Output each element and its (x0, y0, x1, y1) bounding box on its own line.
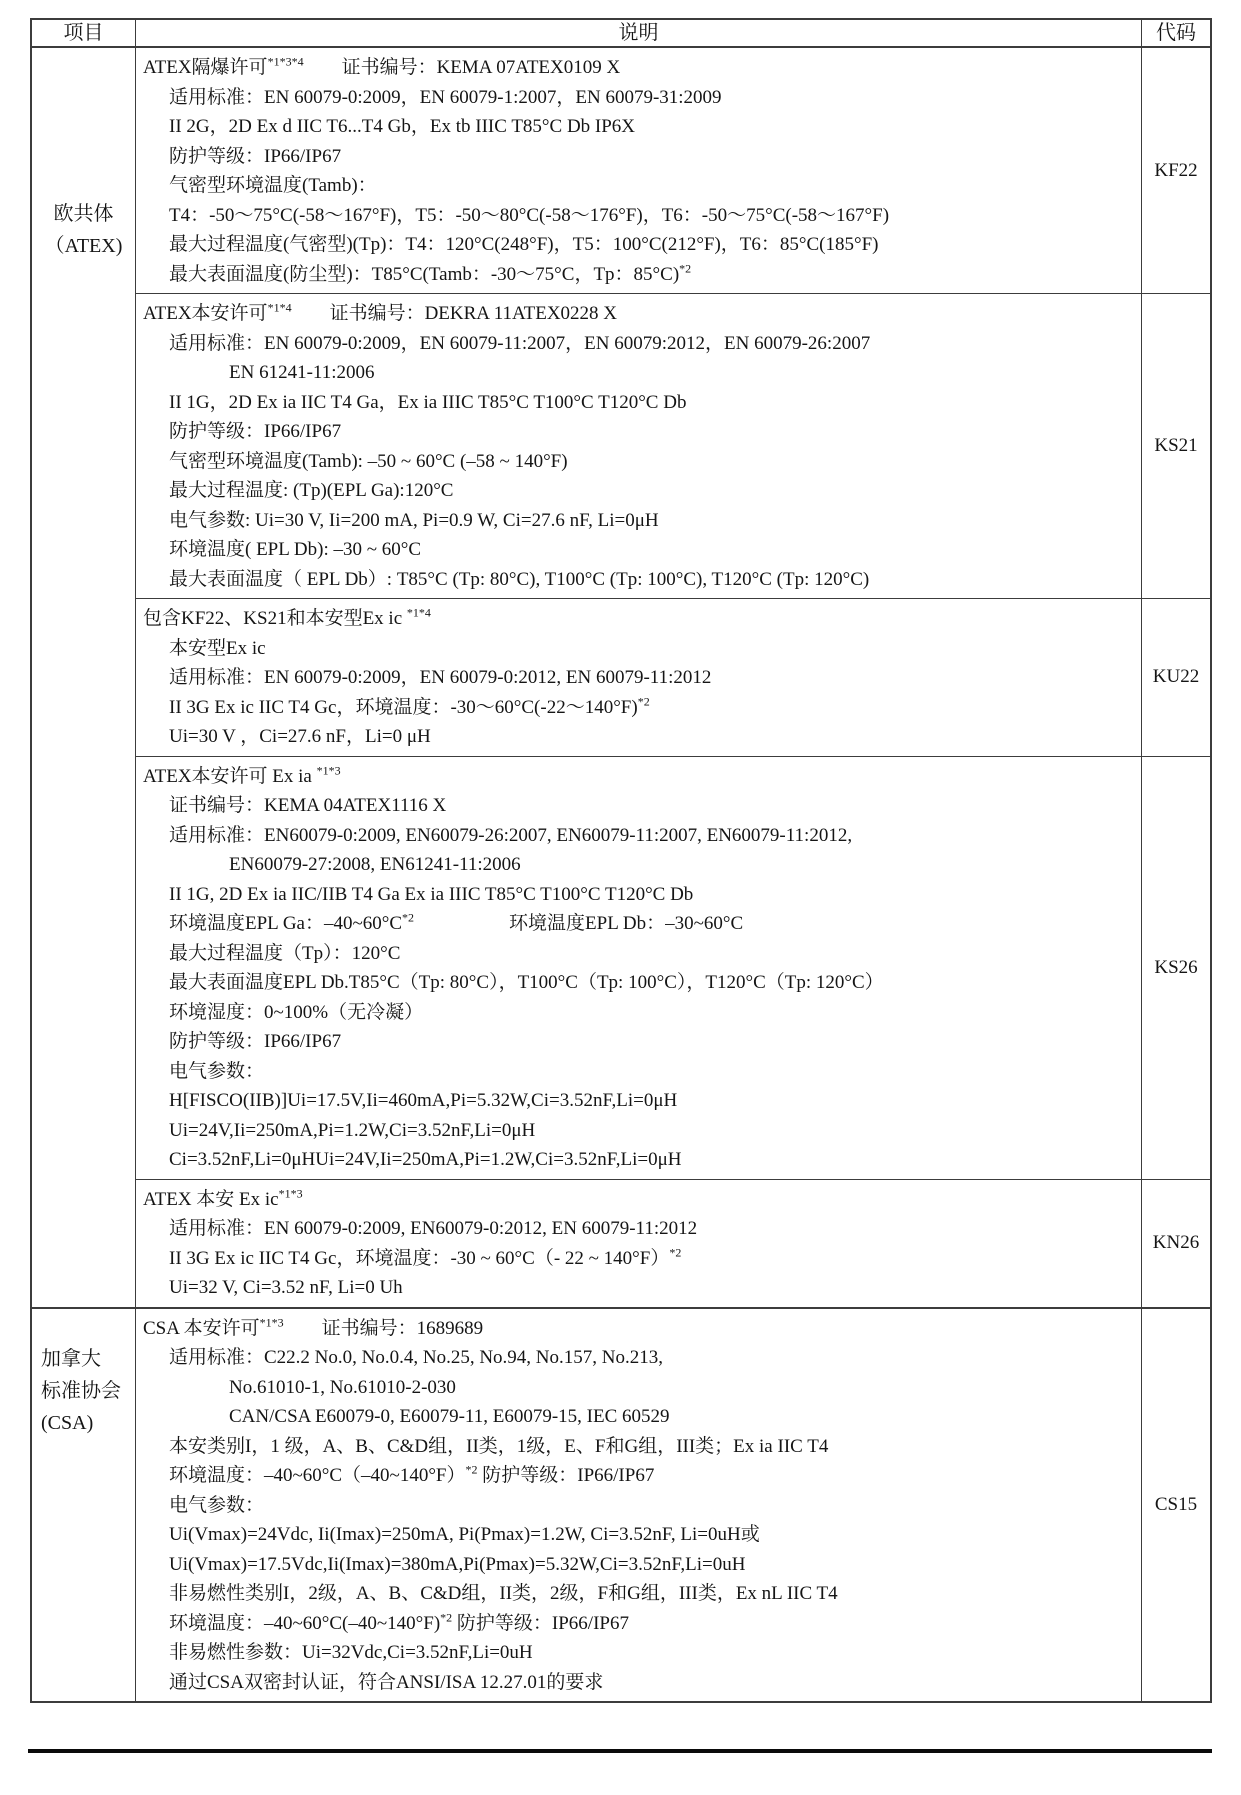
text-segment: 防护等级：IP66/IP67 (452, 1612, 629, 1634)
text-segment: EN 61241-11:2006 (229, 362, 375, 383)
description-line (229, 850, 1137, 880)
footnote-superscript: *2 (679, 261, 692, 276)
text-segment: 适用标准：EN60079-0:2009, EN60079-26:2007, EN60079-11:2007, EN60079-11:2012, (169, 824, 853, 846)
text-segment: 气密型环境温度(Tamb)： (169, 175, 377, 196)
description-line (169, 1638, 1137, 1668)
description-line (169, 1432, 1137, 1462)
text-segment: 最大表面温度EPL Db.T85°C（Tp: 80°C），T100°C（Tp: 100°C），T120°C（Tp: 120°C） (169, 972, 884, 993)
footnote-superscript: *1*3 (316, 763, 341, 778)
description-cell (136, 599, 1142, 756)
spec-row (136, 48, 1210, 293)
text-segment: 证书编号：KEMA 04ATEX1116 X (169, 795, 447, 816)
code-cell: KS26 (1154, 956, 1198, 978)
text-segment: ATEX 本安 Ex ic (143, 1188, 279, 1210)
description-line (169, 998, 1137, 1028)
header-row (32, 20, 1210, 48)
description-line (143, 604, 1137, 634)
description-line (229, 1373, 1137, 1403)
text-segment: 适用标准：EN 60079-0:2009, EN60079-0:2012, EN 60079-11:2012 (169, 1218, 698, 1239)
description-line (169, 1579, 1137, 1609)
text-segment: Ui=24V,Ii=250mA,Pi=1.2W,Ci=3.52nF,Li=0μH (169, 1119, 536, 1141)
description-line (169, 417, 1137, 447)
text-segment: ATEX本安许可 (143, 303, 268, 324)
text-segment: 最大表面温度（ EPL Db）: T85°C (Tp: 80°C), T100°C (Tp: 100°C), T120°C (Tp: 120°C) (169, 568, 870, 590)
description-line (169, 722, 1137, 752)
group-label-line: 欧共体 (53, 203, 114, 225)
group-label-line: （ATEX) (44, 235, 123, 257)
text-segment: 电气参数: Ui=30 V, Ii=200 mA, Pi=0.9 W, Ci=27.6 nF, Li=0μH (169, 509, 659, 531)
text-segment: 适用标准：EN 60079-0:2009，EN 60079-0:2012, EN 60079-11:2012 (169, 667, 712, 688)
description-line (169, 1057, 1137, 1087)
text-segment: 防护等级：IP66/IP67 (169, 1031, 342, 1052)
text-segment: 适用标准：EN 60079-0:2009，EN 60079-11:2007，EN 60079:2012，EN 60079-26:2007 (169, 332, 871, 354)
description-line (169, 230, 1137, 260)
footnote-superscript: *1*3 (278, 1186, 303, 1201)
description-cell (136, 757, 1142, 1179)
description-line (169, 663, 1137, 693)
description-line (169, 1086, 1137, 1116)
group-label-line: 加拿大 (41, 1347, 101, 1370)
text-segment: 本安型Ex ic (169, 637, 266, 659)
description-line (169, 171, 1137, 201)
description-line (169, 1668, 1137, 1698)
description-line (169, 1116, 1137, 1146)
text-segment: 证书编号：KEMA 07ATEX0109 X (303, 57, 621, 78)
description-line (169, 1609, 1137, 1639)
description-line (169, 1343, 1137, 1373)
text-segment: 环境温度：–40~60°C(–40~140°F) (169, 1612, 441, 1634)
description-line (169, 83, 1137, 113)
description-line (169, 1244, 1137, 1274)
description-line (169, 1145, 1137, 1175)
text-segment: ATEX隔爆许可 (143, 57, 268, 78)
description-line (169, 476, 1137, 506)
text-segment: 适用标准：EN 60079-0:2009，EN 60079-1:2007，EN 60079-31:2009 (169, 86, 722, 108)
description-line (169, 821, 1137, 851)
spec-row (136, 598, 1210, 756)
group-rows (136, 1309, 1210, 1702)
text-segment: II 3G Ex ic IIC T4 Gc，环境温度：-30～60°C(-22～140°F) (169, 696, 638, 718)
text-segment: CAN/CSA E60079-0, E60079-11, E60079-15, IEC 60529 (229, 1406, 670, 1427)
text-segment: 防护等级：IP66/IP67 (169, 145, 342, 167)
description-line (169, 506, 1137, 536)
footnote-superscript: *2 (440, 1610, 453, 1625)
description-line (169, 388, 1137, 418)
header-cell-item: 项目 (32, 20, 136, 46)
text-segment: Ui=30 V ，Ci=27.6 nF，Li=0 μH (169, 726, 431, 747)
description-line (169, 1520, 1137, 1550)
code-cell: KF22 (1154, 159, 1198, 181)
group-label-cell (32, 48, 136, 1307)
description-line (169, 939, 1137, 969)
description-line (169, 142, 1137, 172)
description-line (169, 329, 1137, 359)
header-cell-code: 代码 (1156, 22, 1196, 44)
footnote-superscript: *1*3 (259, 1315, 284, 1330)
description-line (143, 53, 1137, 83)
code-cell: KN26 (1152, 1232, 1200, 1253)
description-line (169, 1214, 1137, 1244)
text-segment: 非易燃性参数：Ui=32Vdc,Ci=3.52nF,Li=0uH (169, 1642, 533, 1663)
description-cell (136, 48, 1142, 293)
code-cell: KU22 (1152, 666, 1200, 688)
text-segment: 证书编号：DEKRA 11ATEX0228 X (291, 303, 618, 324)
spec-row (136, 293, 1210, 598)
description-cell (136, 1309, 1142, 1702)
footnote-superscript: *1*4 (406, 605, 431, 620)
text-segment: 防护等级：IP66/IP67 (169, 421, 342, 442)
description-line (169, 565, 1137, 595)
text-segment: 本安类别I，1 级，A、B、C&D组，II类，1级，E、F和G组，III类；Ex ia IIC T4 (169, 1435, 829, 1457)
header-cell-description: 说明 (136, 20, 1142, 46)
description-line (143, 762, 1137, 792)
footnote-superscript: *1*4 (267, 300, 292, 315)
description-line (169, 693, 1137, 723)
text-segment: Ui=32 V, Ci=3.52 nF, Li=0 Uh (169, 1277, 403, 1298)
text-segment: 证书编号：1689689 (283, 1317, 484, 1339)
description-line (169, 1491, 1137, 1521)
text-segment: 最大过程温度(气密型)(Tp)：T4：120°C(248°F)，T5：100°C(212°F)，T6：85°C(185°F) (169, 234, 879, 255)
text-segment: II 1G，2D Ex ia IIC T4 Ga，Ex ia IIIC T85°C T100°C T120°C Db (169, 391, 687, 413)
description-line (169, 535, 1137, 565)
text-segment: II 3G Ex ic IIC T4 Gc，环境温度：-30 ~ 60°C（- 22 ~ 140°F） (169, 1247, 670, 1269)
description-line (143, 299, 1137, 329)
table-body (32, 48, 1210, 1701)
text-segment: H[FISCO(IIB)]Ui=17.5V,Ii=460mA,Pi=5.32W,Ci=3.52nF,Li=0μH (169, 1090, 678, 1111)
description-line (169, 1027, 1137, 1057)
group-label-cell (32, 1309, 136, 1702)
group-label-line: 标准协会 (41, 1379, 121, 1402)
text-segment: 气密型环境温度(Tamb): –50 ~ 60°C (–58 ~ 140°F) (169, 450, 568, 472)
description-line (169, 447, 1137, 477)
description-line (143, 1314, 1137, 1344)
text-segment: Ui(Vmax)=24Vdc, Ii(Imax)=250mA, Pi(Pmax)=1.2W, Ci=3.52nF, Li=0uH或 (169, 1524, 760, 1545)
group-rows (136, 48, 1210, 1307)
description-line (169, 909, 1137, 939)
footnote-superscript: *2 (402, 910, 415, 925)
certification-spec-table (30, 18, 1212, 1703)
group-row (32, 48, 1210, 1307)
spec-row (136, 1309, 1210, 1702)
description-line (169, 201, 1137, 231)
text-segment: 包含KF22、KS21和本安型Ex ic (143, 608, 407, 629)
text-segment: ATEX本安许可 Ex ia (143, 765, 317, 787)
text-segment: II 2G，2D Ex d IIC T6...T4 Gb，Ex tb IIIC T85°C Db IP6X (169, 116, 636, 137)
text-segment: 环境湿度：0~100%（无冷凝） (169, 1001, 424, 1023)
description-line (229, 1402, 1137, 1432)
footnote-superscript: *2 (637, 694, 650, 709)
text-segment: T4：-50～75°C(-58～167°F)，T5：-50～80°C(-58～176°F)，T6：-50～75°C(-58～167°F) (169, 204, 890, 226)
description-line (229, 358, 1137, 388)
code-cell: KS21 (1154, 435, 1198, 456)
description-line (169, 1550, 1137, 1580)
text-segment: Ui(Vmax)=17.5Vdc,Ii(Imax)=380mA,Pi(Pmax)=5.32W,Ci=3.52nF,Li=0uH (169, 1553, 746, 1575)
footnote-superscript: *2 (465, 1462, 478, 1477)
description-line (169, 1461, 1137, 1491)
text-segment: 非易燃性类别I，2级，A、B、C&D组，II类，2级，F和G组，III类，Ex nL IIC T4 (169, 1583, 838, 1604)
group-label-line: (CSA) (41, 1411, 94, 1434)
spec-row (136, 1179, 1210, 1307)
description-line (143, 1185, 1137, 1215)
text-segment: CSA 本安许可 (143, 1317, 260, 1339)
text-segment: 环境温度EPL Db：–30~60°C (414, 913, 744, 934)
footnote-superscript: *2 (669, 1245, 682, 1260)
text-segment: 电气参数： (169, 1060, 265, 1082)
text-segment: 环境温度( EPL Db): –30 ~ 60°C (169, 539, 422, 560)
text-segment: 最大表面温度(防尘型)：T85°C(Tamb：-30～75°C，Tp：85°C) (169, 263, 680, 285)
group-row (32, 1307, 1210, 1702)
text-segment: Ci=3.52nF,Li=0μHUi=24V,Ii=250mA,Pi=1.2W,Ci=3.52nF,Li=0μH (169, 1149, 682, 1170)
description-line (169, 634, 1137, 664)
description-line (169, 880, 1137, 910)
description-line (169, 1273, 1137, 1303)
text-segment: 最大过程温度（Tp）：120°C (169, 942, 401, 964)
text-segment: 电气参数： (169, 1494, 265, 1516)
text-segment: No.61010-1, No.61010-2-030 (229, 1376, 456, 1398)
footnote-superscript: *1*3*4 (267, 54, 304, 69)
text-segment: 环境温度EPL Ga：–40~60°C (169, 913, 403, 934)
text-segment: 通过CSA双密封认证，符合ANSI/ISA 12.27.01的要求 (169, 1671, 604, 1693)
text-segment: 最大过程温度: (Tp)(EPL Ga):120°C (169, 480, 454, 501)
description-line (169, 112, 1137, 142)
page-bottom-rule (28, 1749, 1212, 1753)
text-segment: 环境温度：–40~60°C（–40~140°F） (169, 1465, 466, 1486)
description-line (169, 968, 1137, 998)
text-segment: 适用标准：C22.2 No.0, No.0.4, No.25, No.94, No.157, No.213, (169, 1347, 664, 1368)
text-segment: EN60079-27:2008, EN61241-11:2006 (229, 854, 521, 875)
text-segment: 防护等级：IP66/IP67 (477, 1465, 655, 1486)
spec-row (136, 756, 1210, 1179)
description-line (169, 791, 1137, 821)
code-cell: CS15 (1154, 1493, 1198, 1515)
description-cell (136, 294, 1142, 598)
description-cell (136, 1180, 1142, 1307)
text-segment: II 1G, 2D Ex ia IIC/IIB T4 Ga Ex ia IIIC T85°C T100°C T120°C Db (169, 883, 694, 905)
description-line (169, 260, 1137, 290)
